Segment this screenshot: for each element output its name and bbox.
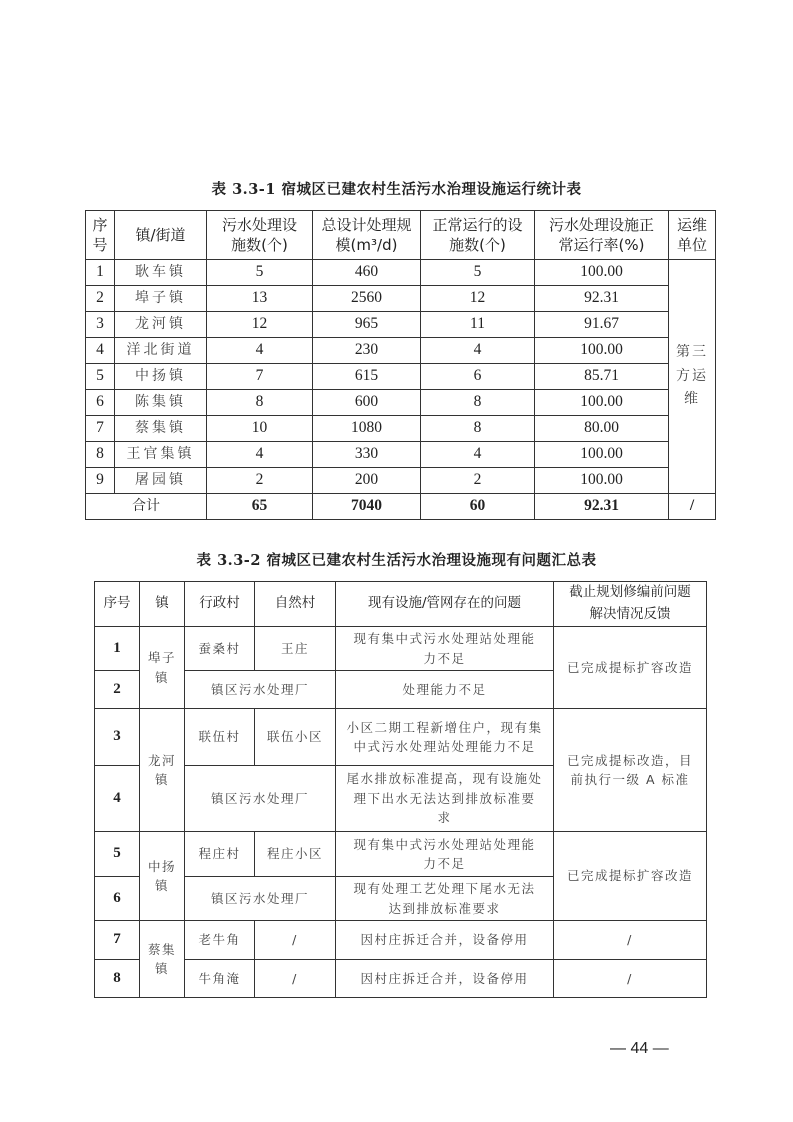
natural-village-cell: 王庄	[255, 627, 336, 671]
total-label: 合计	[86, 494, 207, 520]
town-cell: 埠子镇	[115, 286, 207, 312]
problem-cell: 小区二期工程新增住户，现有集 中式污水处理站处理能力不足	[336, 709, 554, 766]
scale-cell: 460	[313, 260, 421, 286]
problem-cell: 处理能力不足	[336, 671, 554, 709]
count-cell: 12	[207, 312, 313, 338]
table2-caption: 表 3.3-2 宿城区已建农村生活污水治理设施现有问题汇总表	[196, 552, 597, 569]
scale-cell: 200	[313, 468, 421, 494]
town-cell: 屠园镇	[115, 468, 207, 494]
table-row	[86, 390, 716, 416]
scale-cell: 2560	[313, 286, 421, 312]
seq-cell: 7	[86, 416, 115, 442]
problem-cell: 现有集中式污水处理站处理能 力不足	[336, 832, 554, 877]
ops-unit-cell: 第三 方运 维	[669, 260, 716, 494]
town-cell: 埠子 镇	[140, 627, 185, 709]
rate-cell: 100.00	[535, 468, 669, 494]
header-normal: 正常运行的设 施数(个)	[421, 211, 535, 260]
plant-cell: 镇区污水处理厂	[185, 671, 336, 709]
table-header-row	[95, 582, 707, 627]
feedback-cell: 已完成提标扩容改造	[554, 627, 707, 709]
rate-cell: 100.00	[535, 390, 669, 416]
table-row	[86, 468, 716, 494]
scale-cell: 965	[313, 312, 421, 338]
seq-cell: 4	[95, 766, 140, 832]
rate-cell: 100.00	[535, 260, 669, 286]
total-row	[86, 494, 716, 520]
town-cell: 洋北街道	[115, 338, 207, 364]
total-scale: 7040	[313, 494, 421, 520]
rate-cell: 85.71	[535, 364, 669, 390]
table-row	[95, 627, 707, 671]
facility-operation-table	[85, 210, 716, 520]
table-row	[95, 709, 707, 766]
town-cell: 中扬 镇	[140, 832, 185, 921]
table-row	[86, 442, 716, 468]
header-problem: 现有设施/管网存在的问题	[336, 582, 554, 627]
normal-cell: 12	[421, 286, 535, 312]
header-count: 污水处理设 施数(个)	[207, 211, 313, 260]
header-admin-village: 行政村	[185, 582, 255, 627]
table-row	[95, 960, 707, 998]
town-cell: 中扬镇	[115, 364, 207, 390]
seq-cell: 5	[86, 364, 115, 390]
problem-cell: 现有处理工艺处理下尾水无法 达到排放标准要求	[336, 877, 554, 921]
natural-village-cell: /	[255, 921, 336, 960]
problem-cell: 现有集中式污水处理站处理能 力不足	[336, 627, 554, 671]
admin-village-cell: 程庄村	[185, 832, 255, 877]
seq-cell: 2	[95, 671, 140, 709]
table-header-row	[86, 211, 716, 260]
normal-cell: 8	[421, 390, 535, 416]
table-row	[86, 364, 716, 390]
seq-cell: 1	[86, 260, 115, 286]
feedback-cell: /	[554, 960, 707, 998]
seq-cell: 2	[86, 286, 115, 312]
town-cell: 蔡集镇	[115, 416, 207, 442]
count-cell: 2	[207, 468, 313, 494]
scale-cell: 600	[313, 390, 421, 416]
plant-cell: 镇区污水处理厂	[185, 877, 336, 921]
town-cell: 陈集镇	[115, 390, 207, 416]
admin-village-cell: 蚕桑村	[185, 627, 255, 671]
header-rate: 污水处理设施正 常运行率(%)	[535, 211, 669, 260]
table-row	[86, 312, 716, 338]
seq-cell: 8	[86, 442, 115, 468]
total-ops: /	[669, 494, 716, 520]
header-seq: 序 号	[86, 211, 115, 260]
town-cell: 龙河 镇	[140, 709, 185, 832]
table-row	[86, 338, 716, 364]
town-cell: 龙河镇	[115, 312, 207, 338]
header-ops: 运维 单位	[669, 211, 716, 260]
total-normal: 60	[421, 494, 535, 520]
rate-cell: 100.00	[535, 442, 669, 468]
problem-cell: 因村庄拆迁合并，设备停用	[336, 960, 554, 998]
natural-village-cell: 程庄小区	[255, 832, 336, 877]
normal-cell: 4	[421, 338, 535, 364]
rate-cell: 100.00	[535, 338, 669, 364]
header-feedback: 截止规划修编前问题 解决情况反馈	[554, 582, 707, 627]
admin-village-cell: 牛角淹	[185, 960, 255, 998]
natural-village-cell: /	[255, 960, 336, 998]
problem-cell: 因村庄拆迁合并，设备停用	[336, 921, 554, 960]
count-cell: 13	[207, 286, 313, 312]
seq-cell: 4	[86, 338, 115, 364]
town-cell: 耿车镇	[115, 260, 207, 286]
count-cell: 5	[207, 260, 313, 286]
natural-village-cell: 联伍小区	[255, 709, 336, 766]
town-cell: 蔡集 镇	[140, 921, 185, 998]
seq-cell: 6	[95, 877, 140, 921]
seq-cell: 8	[95, 960, 140, 998]
seq-cell: 1	[95, 627, 140, 671]
feedback-cell: /	[554, 921, 707, 960]
rate-cell: 80.00	[535, 416, 669, 442]
seq-cell: 7	[95, 921, 140, 960]
table-row	[95, 921, 707, 960]
town-cell: 王官集镇	[115, 442, 207, 468]
table-row	[86, 260, 716, 286]
count-cell: 8	[207, 390, 313, 416]
admin-village-cell: 老牛角	[185, 921, 255, 960]
count-cell: 4	[207, 338, 313, 364]
header-natural-village: 自然村	[255, 582, 336, 627]
table-row	[95, 832, 707, 877]
normal-cell: 5	[421, 260, 535, 286]
normal-cell: 4	[421, 442, 535, 468]
count-cell: 7	[207, 364, 313, 390]
header-scale: 总设计处理规 模(m³/d)	[313, 211, 421, 260]
seq-cell: 3	[95, 709, 140, 766]
normal-cell: 8	[421, 416, 535, 442]
scale-cell: 230	[313, 338, 421, 364]
header-town: 镇/街道	[115, 211, 207, 260]
feedback-cell: 已完成提标扩容改造	[554, 832, 707, 921]
scale-cell: 1080	[313, 416, 421, 442]
table1-caption: 表 3.3-1 宿城区已建农村生活污水治理设施运行统计表	[211, 181, 582, 198]
header-seq: 序号	[95, 582, 140, 627]
admin-village-cell: 联伍村	[185, 709, 255, 766]
normal-cell: 6	[421, 364, 535, 390]
count-cell: 4	[207, 442, 313, 468]
table-row	[86, 416, 716, 442]
total-count: 65	[207, 494, 313, 520]
facility-issue-table	[94, 581, 707, 998]
problem-cell: 尾水排放标准提高，现有设施处 理下出水无法达到排放标准要 求	[336, 766, 554, 832]
count-cell: 10	[207, 416, 313, 442]
feedback-cell: 已完成提标改造，目 前执行一级 A 标准	[554, 709, 707, 832]
seq-cell: 3	[86, 312, 115, 338]
total-rate: 92.31	[535, 494, 669, 520]
header-town: 镇	[140, 582, 185, 627]
plant-cell: 镇区污水处理厂	[185, 766, 336, 832]
seq-cell: 6	[86, 390, 115, 416]
scale-cell: 330	[313, 442, 421, 468]
rate-cell: 92.31	[535, 286, 669, 312]
seq-cell: 5	[95, 832, 140, 877]
rate-cell: 91.67	[535, 312, 669, 338]
table-row	[86, 286, 716, 312]
scale-cell: 615	[313, 364, 421, 390]
page-number: — 44 —	[610, 1040, 669, 1057]
normal-cell: 2	[421, 468, 535, 494]
normal-cell: 11	[421, 312, 535, 338]
seq-cell: 9	[86, 468, 115, 494]
